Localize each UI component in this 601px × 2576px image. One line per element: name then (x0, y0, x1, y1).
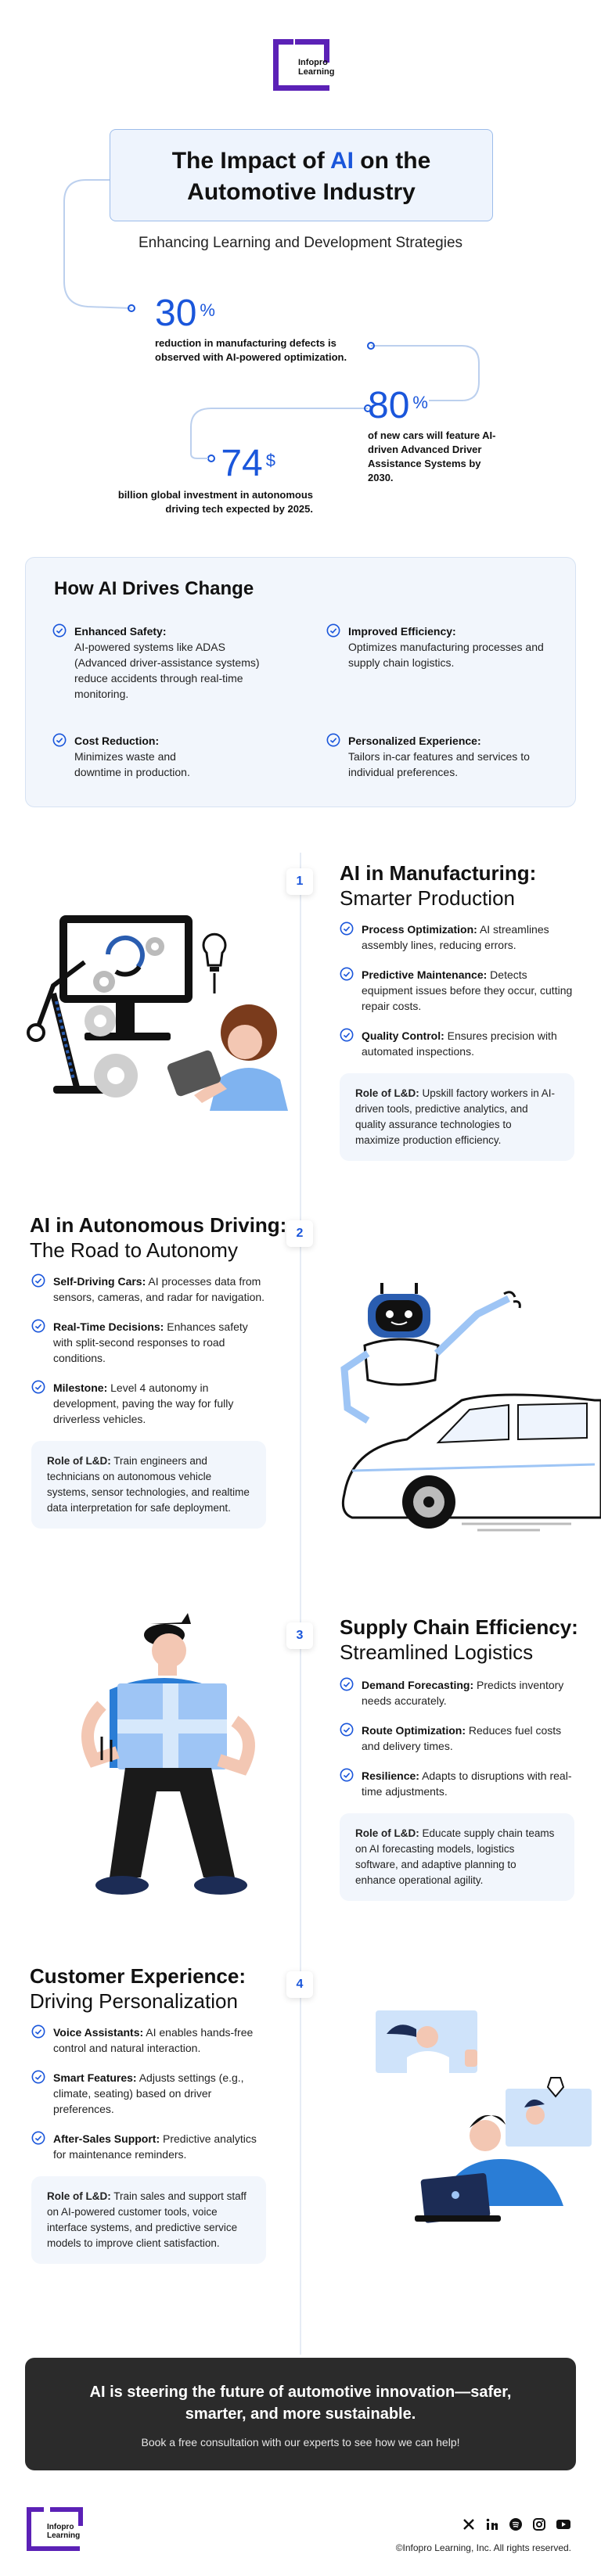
stat-value: 30 (155, 293, 197, 334)
cta-banner[interactable] (25, 2358, 576, 2470)
drives-item: Cost Reduction: Minimizes waste and downtime in production. (52, 733, 217, 780)
section-4-heading: Customer Experience: Driving Personalization (30, 1964, 246, 2013)
customer-experience-illustration (368, 2003, 595, 2229)
feature-item: Route Optimization: Reduces fuel costs and delivery times. (340, 1723, 574, 1754)
drives-title: How AI Drives Change (54, 578, 254, 599)
youtube-icon[interactable] (556, 2517, 571, 2531)
stat-text: billion global investment in autonomous driving tech expected by 2025. (117, 489, 313, 515)
manufacturing-illustration (22, 907, 296, 1111)
stat-74 (110, 444, 313, 516)
footer-logo-infopro: Infopro (47, 2523, 74, 2531)
check-icon (31, 2070, 45, 2084)
cta-subtext[interactable]: Book a free consultation with our experts to see how we can help! (141, 2436, 460, 2448)
role-of-lnd: Role of L&D: Upskill factory workers in AI-driven tools, predictive analytics, and quality assurance technologies to maximize production efficiency. (340, 1073, 574, 1161)
drives-panel (25, 557, 576, 807)
supply-chain-illustration (47, 1611, 274, 1901)
feature-item: Voice Assistants: AI enables hands-free control and natural interaction. (31, 2025, 266, 2056)
stat-text: reduction in manufacturing defects is observed with AI-powered optimization. (155, 337, 347, 363)
check-icon (326, 733, 340, 747)
autonomous-car-illustration (336, 1283, 601, 1541)
section-number-4: 4 (286, 1971, 313, 1998)
section-number-3: 3 (286, 1622, 313, 1649)
page-subtitle: Enhancing Learning and Development Strategies (138, 235, 463, 251)
stat-unit: $ (265, 451, 275, 470)
feature-item: Milestone: Level 4 autonomy in development, paving the way for fully driverless vehicles. (31, 1380, 266, 1427)
feature-item: Quality Control: Ensures precision with automated inspections. (340, 1028, 574, 1059)
footer-logo-learning: Learning (47, 2531, 81, 2540)
stat-30 (155, 294, 374, 365)
section-3-heading: Supply Chain Efficiency: Streamlined Logistics (340, 1615, 578, 1664)
section-1-items (340, 922, 574, 1161)
role-of-lnd: Role of L&D: Train sales and support staff on AI-powered customer tools, voice interface systems, and predictive service models to improve client satisfaction. (31, 2176, 266, 2264)
logo[interactable] (273, 39, 335, 91)
drives-item: Enhanced Safety: AI-powered systems like ADAS (Advanced driver-assistance systems) reduce accidents through real-time monitoring. (52, 623, 279, 702)
cta-headline: AI is steering the future of automotive innovation—safer, smarter, and more sustainable. (89, 2384, 512, 2423)
section-3-items (340, 1677, 574, 1901)
drives-item: Personalized Experience: Tailors in-car features and services to individual preferences. (326, 733, 530, 780)
stat-unit: % (412, 393, 428, 412)
timeline-line (300, 853, 301, 2355)
check-icon (31, 1274, 45, 1288)
check-icon (340, 967, 354, 981)
check-icon (326, 623, 340, 638)
feature-item: After-Sales Support: Predictive analytics for maintenance reminders. (31, 2131, 266, 2162)
stat-value: 74 (221, 443, 263, 484)
check-icon (52, 733, 67, 747)
stat-unit: % (200, 300, 215, 320)
role-of-lnd: Role of L&D: Educate supply chain teams on AI forecasting models, logistics software, and adaptive planning to enhance operational agility. (340, 1813, 574, 1901)
section-1-heading: AI in Manufacturing: Smarter Production (340, 861, 537, 910)
footer-logo[interactable] (27, 2507, 83, 2551)
section-2-heading: AI in Autonomous Driving: The Road to Autonomy (30, 1213, 287, 1262)
feature-item: Demand Forecasting: Predicts inventory needs accurately. (340, 1677, 574, 1708)
linkedin-icon[interactable] (485, 2517, 499, 2531)
drives-item: Improved Efficiency: Optimizes manufacturing processes and supply chain logistics. (326, 623, 553, 670)
stat-value: 80 (368, 385, 410, 426)
feature-item: Predictive Maintenance: Detects equipment issues before they occur, cutting repair costs. (340, 967, 574, 1014)
logo-text-infopro: Infopro (298, 58, 328, 67)
page-title-line2: Automotive Industry (187, 179, 416, 205)
check-icon (31, 2131, 45, 2145)
check-icon (340, 1723, 354, 1737)
page-title: The Impact of AI on the (171, 148, 431, 174)
check-icon (340, 1028, 354, 1042)
feature-item: Process Optimization: AI streamlines assembly lines, reducing errors. (340, 922, 574, 953)
stat-text: of new cars will feature AI-driven Advanced Driver Assistance Systems by 2030. (368, 429, 496, 483)
section-2-items (31, 1274, 266, 1529)
logo-text-learning: Learning (298, 67, 335, 77)
instagram-icon[interactable] (532, 2517, 546, 2531)
check-icon (340, 922, 354, 936)
section-number-2: 2 (286, 1220, 313, 1247)
check-icon (340, 1768, 354, 1782)
copyright: ©Infopro Learning, Inc. All rights reserved. (395, 2542, 571, 2553)
check-icon (52, 623, 67, 638)
feature-item: Resilience: Adapts to disruptions with real-time adjustments. (340, 1768, 574, 1799)
check-icon (31, 2025, 45, 2039)
spotify-icon[interactable] (509, 2517, 523, 2531)
check-icon (31, 1319, 45, 1333)
social-icons (446, 2517, 571, 2531)
feature-item: Self-Driving Cars: AI processes data from sensors, cameras, and radar for navigation. (31, 1274, 266, 1305)
role-of-lnd: Role of L&D: Train engineers and technicians on autonomous vehicle systems, sensor technologies, and realtime data interpretation for safe deployment. (31, 1441, 266, 1529)
stat-80 (368, 386, 509, 485)
check-icon (340, 1677, 354, 1691)
section-4-items (31, 2025, 266, 2264)
section-number-1: 1 (286, 868, 313, 895)
title-box (110, 129, 493, 221)
feature-item: Real-Time Decisions: Enhances safety with split-second responses to road conditions. (31, 1319, 266, 1366)
check-icon (31, 1380, 45, 1394)
feature-item: Smart Features: Adjusts settings (e.g., climate, seating) based on driver preferences. (31, 2070, 266, 2117)
x-icon[interactable] (462, 2517, 476, 2531)
